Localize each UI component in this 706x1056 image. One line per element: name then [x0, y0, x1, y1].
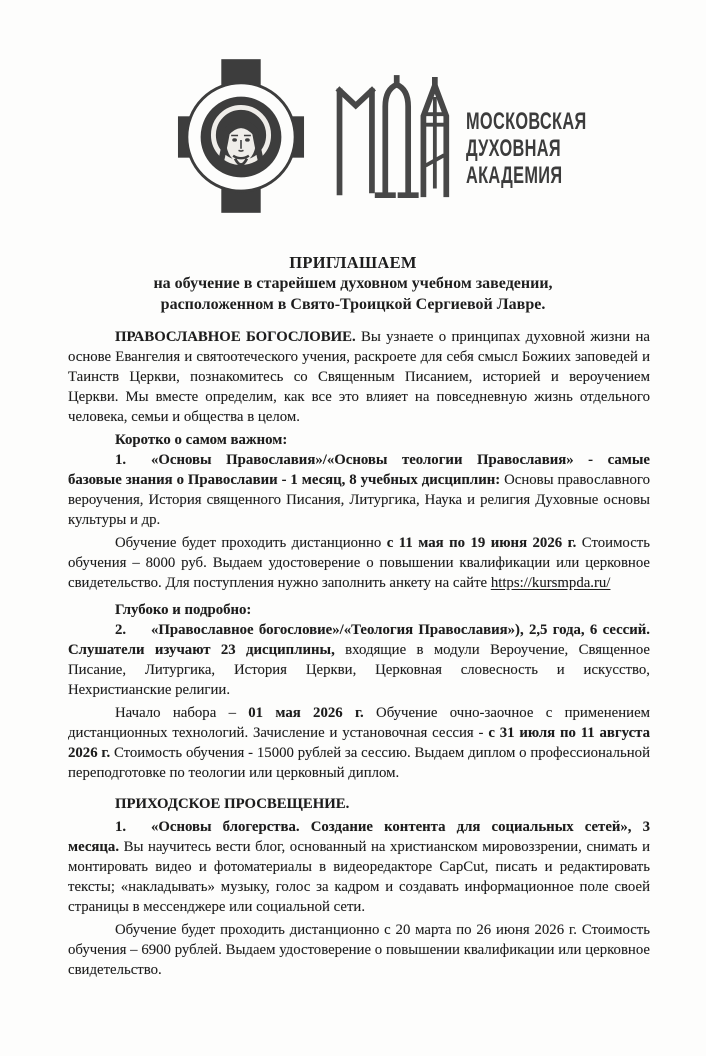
item1-course-description: Основы православного вероучения, История священного Писания, Литургика, Наука и религия Духовные основы культуры и др. [68, 472, 651, 528]
org-name-line-2: ДУХОВНАЯ [466, 135, 561, 162]
item-number: 1. [115, 452, 127, 468]
list-item-basics-of-orthodoxy [68, 450, 650, 530]
list-item-blogging-basics [68, 817, 650, 917]
course2-start-date: 01 мая 2026 г. [248, 705, 364, 721]
course2-format-text: Обучение очно-заочное с применением дистанционных технологий. Зачисление и установочная сессия - [68, 705, 650, 741]
paragraph-course2-details [68, 703, 650, 783]
course1-details-text: Обучение будет проходить дистанционно [115, 535, 387, 551]
item-number: 2. [115, 622, 127, 638]
mda-monogram-icon [330, 68, 452, 208]
paragraph-orthodox-theology [68, 327, 650, 427]
invitation-subtitle-line-1: на обучение в старейшем духовном учебном заведении, [153, 275, 553, 292]
item-number: 1. [115, 819, 127, 835]
org-name-line-3: АКАДЕМИЯ [466, 162, 563, 189]
paragraph-course3-details: Обучение будет проходить дистанционно с 20 марта по 26 июня 2026 г. Стоимость обучения – 6900 рублей. Выдаем удостоверение о повышении квалификации или церковное свидетельство. [68, 922, 650, 978]
paragraph-orthodox-theology-text: Вы узнаете о принципах духовной жизни на основе Евангелия и святоотеческого учения, раскроете для себя смысл Божиих заповедей и Таинств Церкви, познакомитесь со Священным Писанием, историей и вероучением Церкви. Мы вместе определим, как все это влияет на повседневную жизнь отдельного человека, семьи и общества в целом. [68, 329, 650, 425]
document-body [68, 327, 650, 980]
academy-cross-logo-icon [176, 56, 306, 216]
course1-cost-text: Стоимость обучения – 8000 руб. Выдаем удостоверение о повышении квалификации или церковное свидетельство. Для поступления нужно заполнить анкету на сайте [68, 535, 650, 591]
org-name [466, 108, 587, 189]
application-site-link[interactable]: https://kursmpda.ru/ [490, 575, 611, 591]
list-item-orthodox-theology-program [68, 620, 650, 700]
item3-course-title: «Основы блогерства. Создание контента для социальных сетей», 3 месяца. [68, 819, 650, 855]
item3-course-description: Вы научитесь вести блог, основанный на христианском мировоззрении, снимать и монтировать видео и фотоматериалы в видеоредакторе CapCut, писать и редактировать тексты; «накладывать» музыку, голос за кадром и создавать информационное поле своей страницы в мессенджере или социальной сети. [68, 839, 650, 915]
scanned-document-page [0, 56, 706, 1056]
org-name-line-1: МОСКОВСКАЯ [466, 108, 587, 135]
course2-session-dates: с 31 июля по 11 августа 2026 г. [68, 725, 650, 761]
subheading-deep-and-detailed: Глубоко и подробно: [115, 602, 252, 618]
item1-course-title: «Основы Православия»/«Основы теологии Православия» - самые базовые знания о Православии - 1 месяц, 8 учебных дисциплин: [68, 452, 650, 488]
invitation-subtitle-line-2: расположенном в Свято-Троицкой Сергиевой Лавре. [160, 296, 546, 313]
section-heading-parish-education: ПРИХОДСКОЕ ПРОСВЕЩЕНИЕ. [115, 796, 350, 812]
course2-enrollment-text: Начало набора – [115, 705, 249, 721]
title-block [0, 252, 706, 315]
paragraph-course1-details [68, 533, 650, 593]
course1-dates: с 11 мая по 19 июня 2026 г. [386, 535, 577, 551]
subheading-shortly-important: Коротко о самом важном: [115, 432, 288, 448]
header [176, 56, 706, 218]
item2-course-description: входящие в модули Вероучение, Священное Писание, Литургика, История Церкви, Церковная словесность и искусство, Нехристианские религии. [68, 642, 650, 698]
course2-cost-text: Стоимость обучения - 15000 рублей за сессию. Выдаем диплом о профессиональной переподготовке по теологии или церковный диплом. [68, 745, 651, 781]
section-heading-orthodox-theology: ПРАВОСЛАВНОЕ БОГОСЛОВИЕ. [115, 329, 356, 345]
item2-course-title: «Православное богословие»/«Теология Православия»), 2,5 года, 6 сессий. Слушатели изучают 23 дисциплины, [68, 622, 650, 658]
invitation-title: ПРИГЛАШАЕМ [289, 253, 417, 272]
